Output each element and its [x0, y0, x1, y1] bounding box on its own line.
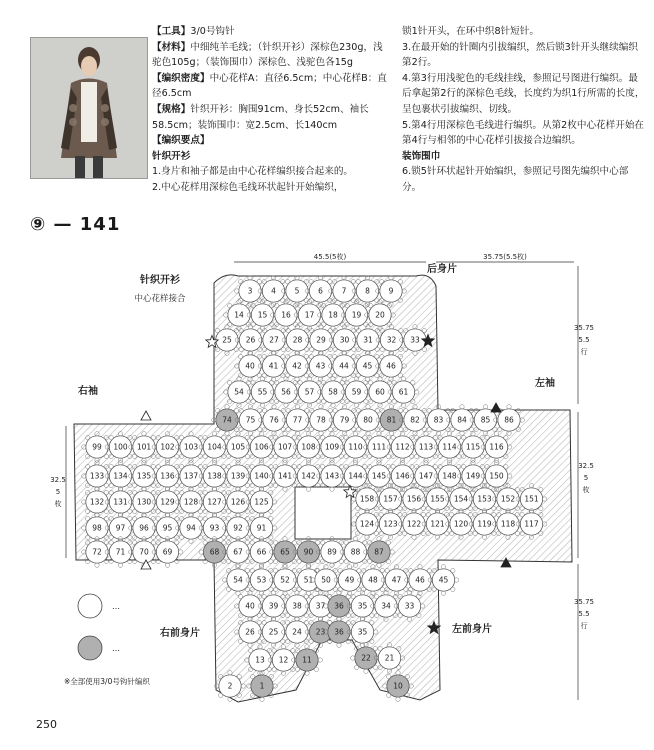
motif-number: 94 [186, 523, 196, 533]
motif-number: 33 [410, 335, 420, 345]
pattern-number: ⑨ — 141 [30, 214, 121, 235]
motif-number: 146 [395, 471, 410, 481]
motif-scallop [260, 697, 264, 701]
page-number: 250 [36, 718, 57, 731]
motif-number: 65 [280, 547, 290, 557]
motif-number: 127 [207, 497, 222, 507]
dim-right-sleeve-label3: 枚 [582, 486, 590, 494]
dim-left-sleeve-label2: 5 [55, 488, 61, 496]
legend-dark-motif [78, 636, 102, 660]
motif-number: 131 [113, 497, 128, 507]
col1-tag: 【工具】 [152, 26, 191, 37]
motif-number: 126 [230, 497, 246, 507]
motif-number: 112 [395, 442, 410, 452]
motif-number: 135 [136, 471, 152, 481]
motif-number: 38 [292, 601, 302, 611]
col1-text: 针织开衫：胸围91cm、身长52cm、袖长58.5cm；装饰围巾：宽2.5cm、长140cm [152, 103, 369, 131]
motif-number: 54 [233, 575, 243, 585]
motif-number: 122 [406, 519, 422, 529]
dim-right-upper-label2: 5.5 [578, 336, 590, 344]
motif-number: 106 [254, 442, 269, 452]
motif-number: 132 [89, 497, 105, 507]
motif-number: 60 [375, 387, 385, 397]
motif-scallop [441, 591, 445, 595]
col2-text: 3.在最开始的针圈内引拔编织，然后锁3针开头继续编织第2行。 [402, 41, 638, 69]
motif-number: 26 [245, 627, 255, 637]
motif-number: 55 [257, 387, 268, 397]
motif-number: 19 [351, 310, 362, 320]
motif-scallop [483, 405, 487, 409]
motif-number: 12 [278, 655, 289, 665]
dim-left-sleeve-label: 32.5 [50, 476, 66, 484]
neck-opening [295, 487, 351, 539]
legend-light-motif [78, 594, 102, 618]
motif-scallop [118, 563, 122, 567]
motif-scallop [364, 669, 368, 673]
motif-number: 158 [359, 494, 375, 504]
motif-number: 21 [384, 653, 395, 663]
col1-text: 1.身片和袖子都是由中心花样编织接合起来的。 [152, 166, 354, 178]
motif-number: 37 [315, 601, 326, 611]
motif-number: 18 [328, 310, 338, 320]
motif-number: 35 [357, 601, 368, 611]
dim-right-upper-label3: 行 [580, 348, 588, 356]
dim-right-upper-label: 35.75 [573, 324, 595, 332]
motif-number: 99 [92, 442, 102, 452]
motif-number: 117 [524, 519, 539, 529]
motif-scallop [396, 697, 400, 701]
motif-number: 32 [386, 335, 397, 345]
footnote: ※全部使用3/0号钩针编织 [64, 677, 150, 686]
triangle-open-marker [141, 411, 151, 420]
motif-number: 96 [139, 523, 149, 533]
motif-number: 22 [361, 653, 371, 663]
motif-number: 123 [383, 519, 398, 529]
legend-dark-label: … [112, 644, 120, 653]
dim-right-lower-label3: 行 [580, 622, 588, 630]
motif-number: 114 [442, 442, 457, 452]
motif-number: 17 [304, 310, 315, 320]
motif-number: 138 [207, 471, 222, 481]
col1-tag: 【编织密度】 [152, 72, 210, 84]
motif-number: 46 [386, 361, 396, 371]
motif-scallop [351, 656, 355, 660]
motif-number: 44 [339, 361, 349, 371]
motif-number: 70 [139, 547, 149, 557]
motif-number: 2 [227, 681, 233, 691]
motif-number: 48 [368, 575, 378, 585]
motif-number: 113 [418, 442, 434, 452]
motif-number: 75 [245, 415, 256, 425]
motif-scallop [305, 671, 309, 675]
motif-number: 97 [115, 523, 126, 533]
label-back: 后身片 [427, 264, 457, 275]
motif-number: 43 [315, 361, 326, 371]
label-right-front: 右前身片 [160, 628, 200, 639]
motif-number: 30 [339, 335, 350, 345]
motif-number: 111 [371, 442, 387, 452]
motif-number: 74 [222, 415, 232, 425]
col2-text: 5.第4行用深棕色毛线进行编织。从第2枚中心花样开始在第4行与相邻的中心花样引拔接合边编织。 [402, 119, 645, 147]
motif-number: 120 [453, 519, 469, 529]
motif-number: 24 [292, 627, 302, 637]
motif-number: 150 [489, 471, 504, 481]
label-left-front: 左前身片 [452, 624, 492, 635]
col1-tag: 【编织要点】 [152, 135, 210, 147]
motif-number: 35 [357, 627, 368, 637]
motif-number: 80 [363, 415, 373, 425]
motif-number: 109 [324, 442, 340, 452]
motif-number: 119 [477, 519, 492, 529]
motif-number: 39 [268, 601, 279, 611]
motif-number: 58 [328, 387, 338, 397]
motif-number: 89 [327, 547, 337, 557]
motif-number: 51 [303, 575, 314, 585]
col1-text: 中心花样A：直径6.5cm；中心花样B：直径6.5cm [152, 72, 387, 100]
motif-number: 86 [504, 415, 514, 425]
motif-number: 82 [410, 415, 420, 425]
motif-number: 102 [160, 442, 175, 452]
motif-number: 57 [304, 387, 315, 397]
motif-number: 41 [268, 361, 279, 371]
motif-number: 154 [453, 494, 469, 504]
motif-number: 124 [359, 519, 375, 529]
motif-number: 128 [183, 497, 199, 507]
motif-number: 25 [268, 627, 279, 637]
motif-number: 78 [316, 415, 326, 425]
motif-scallop [95, 563, 99, 567]
motif-number: 56 [281, 387, 291, 397]
col2-text: 6.锁5针环状起针开始编织，参照记号图先编织中心部分。 [402, 166, 629, 193]
motif-number: 149 [465, 471, 481, 481]
motif-number: 91 [256, 523, 267, 533]
motif-number: 36 [334, 627, 344, 637]
motif-number: 76 [269, 415, 279, 425]
motif-scallop [507, 405, 511, 409]
dim-right-lower-label2: 5.5 [578, 610, 590, 618]
motif-number: 155 [430, 494, 445, 504]
motif-number: 33 [404, 601, 415, 611]
motif-scallop [218, 693, 222, 697]
label-right-sleeve: 右袖 [78, 386, 98, 397]
motif-number: 45 [438, 575, 449, 585]
motif-number: 142 [301, 471, 316, 481]
motif-number: 145 [371, 471, 387, 481]
motif-number: 49 [344, 575, 355, 585]
col1-text: 针织开衫 [152, 150, 191, 162]
diagram-title: 针织开衫 [140, 275, 180, 286]
motif-number: 4 [271, 286, 276, 296]
dim-right-sleeve-label: 32.5 [578, 462, 594, 470]
motif-number: 141 [277, 471, 293, 481]
motif-number: 10 [393, 681, 403, 691]
motif-number: 144 [348, 471, 363, 481]
motif-number: 15 [257, 310, 268, 320]
motif-scallop [455, 578, 459, 582]
motif-number: 101 [136, 442, 152, 452]
motif-number: 53 [256, 575, 267, 585]
col1-text: 2.中心花样用深棕色毛线环状起针开始编织， [152, 181, 344, 193]
motif-number: 42 [292, 361, 302, 371]
motif-number: 66 [256, 547, 267, 557]
motif-number: 153 [477, 494, 492, 504]
motif-scallop [441, 565, 445, 569]
motif-number: 23 [315, 627, 326, 637]
motif-number: 20 [375, 310, 385, 320]
motif-number: 100 [113, 442, 128, 452]
motif-number: 84 [457, 415, 467, 425]
motif-number: 115 [465, 442, 481, 452]
motif-number: 72 [92, 547, 102, 557]
motif-number: 25 [222, 335, 232, 345]
motif-scallop [314, 667, 318, 671]
motif-number: 16 [281, 310, 291, 320]
motif-number: 81 [386, 415, 397, 425]
col2-text: 装饰围巾 [402, 150, 441, 162]
diagram-subtitle: 中心花样接合 [134, 294, 186, 304]
motif-number: 85 [480, 415, 491, 425]
motif-number: 87 [374, 547, 384, 557]
motif-number: 98 [92, 523, 102, 533]
motif-scallop [460, 405, 464, 409]
label-left-sleeve: 左袖 [535, 378, 555, 389]
motif-number: 59 [351, 387, 362, 397]
motif-number: 90 [303, 547, 314, 557]
motif-number: 83 [433, 415, 444, 425]
motif-number: 46 [415, 575, 425, 585]
motif-number: 40 [245, 361, 255, 371]
motif-number: 92 [233, 523, 243, 533]
motif-number: 69 [162, 547, 173, 557]
motif-number: 52 [280, 575, 290, 585]
dim-left-sleeve-label3: 枚 [54, 500, 62, 508]
col2-text: 4.第3行用浅驼色的毛线挂线，参照记号图进行编织。最后拿起第2行的深棕色毛线，长度约为织1行所需的长度，呈包裹状引拔编织、切线。 [402, 72, 645, 115]
motif-number: 121 [430, 519, 445, 529]
motif-number: 140 [254, 471, 269, 481]
motif-number: 133 [89, 471, 105, 481]
dim-right-lower-label: 35.75 [573, 598, 595, 606]
motif-scallop [386, 693, 390, 697]
motif-number: 14 [234, 310, 244, 320]
motif-number: 152 [500, 494, 516, 504]
motif-number: 77 [292, 415, 303, 425]
dim-right-sleeve-label2: 5 [583, 474, 589, 482]
motif-number: 143 [324, 471, 340, 481]
col1-text: 中细纯羊毛线；（针织开衫）深棕色230g，浅驼色105g；（装饰围巾）深棕色、浅驼色各15g [152, 41, 383, 69]
motif-number: 7 [341, 286, 347, 296]
motif-number: 130 [136, 497, 152, 507]
motif-number: 118 [500, 519, 516, 529]
motif-number: 137 [183, 471, 199, 481]
col1-tag: 【规格】 [152, 103, 191, 115]
motif-number: 31 [363, 335, 373, 345]
motif-number: 36 [334, 601, 344, 611]
motif-number: 11 [302, 655, 312, 665]
col1-tag: 【材料】 [152, 41, 191, 53]
motif-scallop [451, 568, 455, 572]
motif-number: 71 [115, 547, 126, 557]
motif-number: 47 [391, 575, 402, 585]
motif-number: 54 [234, 387, 244, 397]
motif-number: 125 [254, 497, 269, 507]
motif-number: 157 [383, 494, 398, 504]
motif-number: 151 [524, 494, 539, 504]
dim-top-label: 45.5(5枚) [313, 253, 347, 261]
motif-scallop [451, 587, 455, 591]
triangle-filled-marker [491, 403, 501, 412]
motif-number: 3 [247, 286, 253, 296]
motif-number: 93 [209, 523, 220, 533]
motif-scallop [165, 563, 169, 567]
motif-number: 134 [113, 471, 128, 481]
motif-number: 108 [301, 442, 316, 452]
motif-number: 45 [362, 361, 373, 371]
motif-number: 29 [316, 335, 326, 345]
motif-number: 79 [339, 415, 350, 425]
motif-number: 129 [160, 497, 175, 507]
motif-number: 136 [160, 471, 175, 481]
motif-number: 148 [442, 471, 457, 481]
motif-number: 88 [350, 547, 361, 557]
col2-text: 锁1针开头，在环中织8针短针。 [402, 26, 539, 37]
motif-number: 107 [277, 442, 293, 452]
motif-number: 50 [321, 575, 331, 585]
motif-number: 61 [398, 387, 409, 397]
legend-light-label: … [112, 602, 120, 611]
motif-number: 8 [365, 286, 370, 296]
motif-number: 1 [259, 681, 265, 691]
motif-number: 105 [230, 442, 246, 452]
motif-number: 116 [489, 442, 504, 452]
motif-number: 68 [209, 547, 220, 557]
motif-number: 13 [255, 655, 265, 665]
motif-number: 27 [269, 335, 279, 345]
motif-number: 9 [388, 286, 394, 296]
motif-number: 28 [292, 335, 303, 345]
motif-scallop [337, 643, 341, 647]
dim-top-right-label: 35.75(5.5枚) [483, 253, 527, 261]
motif-number: 26 [245, 335, 256, 345]
col1-text: 3/0号钩针 [190, 26, 235, 37]
motif-number: 103 [183, 442, 199, 452]
motif-number: 67 [233, 547, 243, 557]
motif-number: 147 [418, 471, 434, 481]
motif-number: 5 [294, 286, 300, 296]
motif-scallop [354, 665, 358, 669]
motif-number: 40 [245, 601, 255, 611]
motif-number: 34 [381, 601, 391, 611]
motif-number: 156 [406, 494, 422, 504]
motif-number: 6 [318, 286, 323, 296]
motif-number: 104 [207, 442, 222, 452]
motif-number: 139 [230, 471, 246, 481]
motif-number: 95 [162, 523, 173, 533]
motif-scallop [318, 658, 322, 662]
motif-number: 110 [348, 442, 363, 452]
